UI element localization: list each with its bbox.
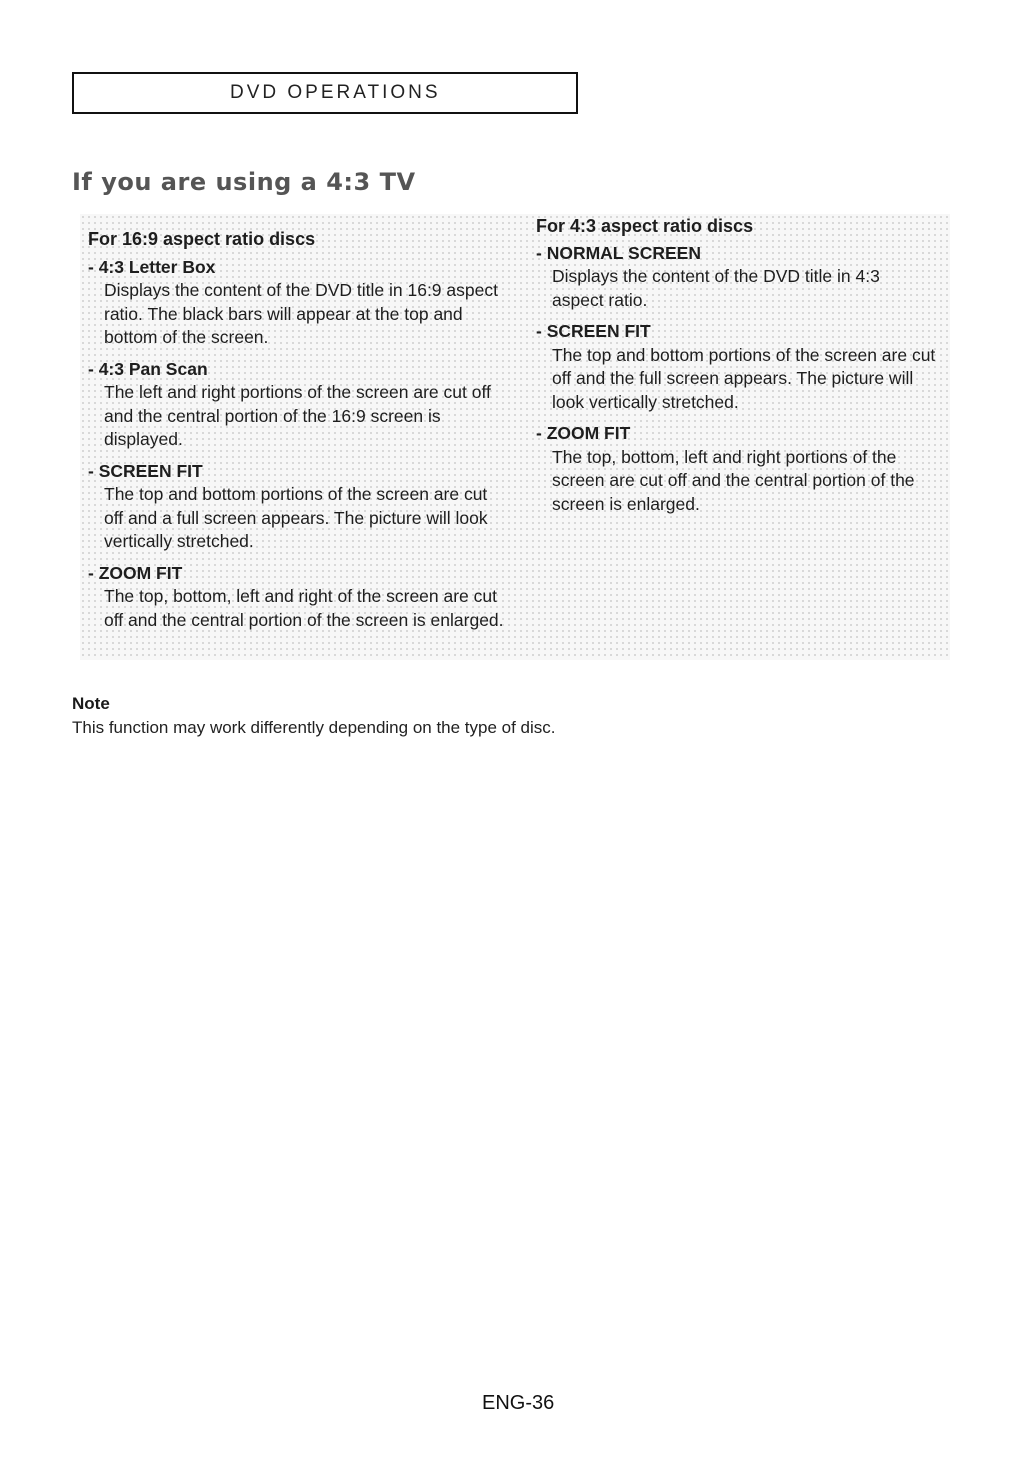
- item-description: The left and right portions of the screen are cut off and the central portion of the 16:9 screen is displayed.: [104, 382, 491, 449]
- item-title: - NORMAL SCREEN: [536, 242, 701, 263]
- list-item: [88, 562, 508, 633]
- item-description: The top and bottom portions of the screen are cut off and a full screen appears. The picture will look vertically stretched.: [104, 484, 488, 551]
- item-title: - 4:3 Letter Box: [88, 256, 216, 277]
- section-title: If you are using a 4:3 TV: [72, 168, 416, 196]
- list-item: [88, 256, 508, 350]
- chapter-header-title: DVD OPERATIONS: [230, 82, 441, 103]
- item-description: The top, bottom, left and right of the screen are cut off and the central portion of the screen is enlarged.: [104, 586, 504, 630]
- item-title: - 4:3 Pan Scan: [88, 358, 208, 379]
- item-title: - ZOOM FIT: [88, 562, 183, 583]
- item-description: The top and bottom portions of the screen are cut off and the full screen appears. The picture will look vertically stretched.: [552, 344, 936, 412]
- info-panel: [80, 214, 950, 660]
- note-heading: Note: [72, 694, 110, 713]
- item-title: - SCREEN FIT: [536, 321, 651, 341]
- item-description: Displays the content of the DVD title in 16:9 aspect ratio. The black bars will appear at the top and bottom of the screen.: [104, 280, 498, 347]
- chapter-header-box: [72, 72, 578, 114]
- list-item: [88, 358, 508, 452]
- item-title: - SCREEN FIT: [88, 460, 203, 481]
- item-title: - ZOOM FIT: [536, 423, 631, 443]
- list-item: [536, 242, 936, 313]
- list-item: [88, 460, 508, 554]
- left-column-heading: For 16:9 aspect ratio discs: [88, 229, 316, 249]
- right-column-heading: For 4:3 aspect ratio discs: [536, 216, 754, 236]
- item-description: Displays the content of the DVD title in 4:3 aspect ratio.: [552, 266, 880, 310]
- note-text: This function may work differently depending on the type of disc.: [72, 718, 556, 737]
- left-column: [88, 214, 508, 640]
- list-item: [536, 320, 936, 414]
- right-column: [536, 214, 936, 524]
- page-number: ENG-36: [482, 1392, 555, 1414]
- item-description: The top, bottom, left and right portions of the screen are cut off and the central portion of the screen is enlarged.: [552, 446, 915, 514]
- list-item: [536, 422, 936, 516]
